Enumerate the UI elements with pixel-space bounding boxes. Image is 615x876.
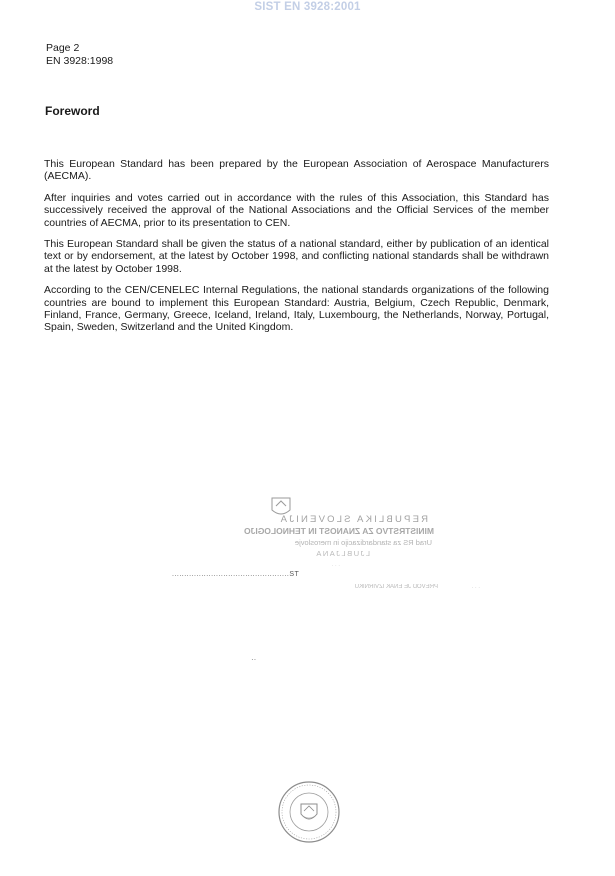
svg-text:. . .: . . . xyxy=(331,562,340,568)
svg-text:..............................: ................................................ST xyxy=(172,571,300,578)
page-header xyxy=(46,42,113,68)
official-stamp xyxy=(150,494,480,594)
stray-mark: ·· xyxy=(251,655,257,664)
watermark: SIST EN 3928:2001 xyxy=(254,1,361,13)
document-id: EN 3928:1998 xyxy=(46,55,114,67)
paragraph: According to the CEN/CENELEC Internal Regulations, the national standards organizations of the following countries are bound to implement this European Standard: Austria, Belgium, Czech Republic, Denmark, Finland, France, Germany, Greece, Iceland, Ireland, Italy, Luxembourg, the Netherlands, Norway, Portugal, Spain, Sweden, Switzerland and the United Kingdom. xyxy=(44,284,549,334)
paragraph: After inquiries and votes carried out in accordance with the rules of this Association, this Standard has successively received the approval of the National Associations and the Official Services of the member countries of AECMA, prior to its presentation to CEN. xyxy=(44,191,549,229)
page-number: Page 2 xyxy=(46,42,80,54)
svg-text:Urad RS za standardizacijo in: Urad RS za standardizacijo in meroslovje xyxy=(294,538,432,547)
round-seal-icon xyxy=(277,780,341,844)
svg-text:. . .: . . . xyxy=(471,584,480,590)
svg-text:LJUBLJANA: LJUBLJANA xyxy=(314,549,370,558)
paragraph: This European Standard shall be given the status of a national standard, either by publication of an identical text or by endorsement, at the latest by October 1998, and conflicting national standards shall be withdrawn at the latest by October 1998. xyxy=(44,238,549,275)
svg-text:PREVOD JE ENAK IZVIRNIKU: PREVOD JE ENAK IZVIRNIKU xyxy=(354,584,438,590)
foreword-body xyxy=(44,158,549,343)
paragraph: This European Standard has been prepared by the European Association of Aerospace Manufacturers (AECMA). xyxy=(44,158,549,183)
section-title: Foreword xyxy=(45,104,100,118)
svg-text:MINISTRSTVO ZA ZNANOST IN TEHN: MINISTRSTVO ZA ZNANOST IN TEHNOLOGIJO xyxy=(244,526,434,536)
svg-text:REPUBLIKA SLOVENIJA: REPUBLIKA SLOVENIJA xyxy=(278,514,428,525)
coat-of-arms-icon xyxy=(272,498,290,514)
